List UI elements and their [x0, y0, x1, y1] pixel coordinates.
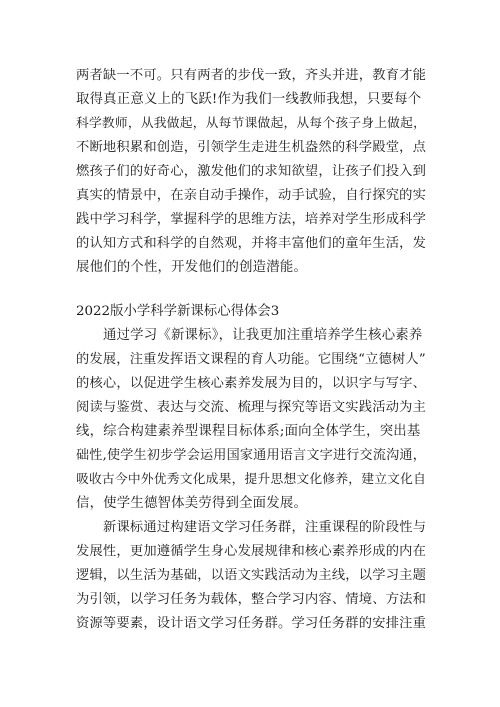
paragraph-line: 科学教师，从我做起，从每节课做起，从每个孩子身上做起， — [76, 116, 427, 131]
paragraph-line: 真实的情景中，在亲自动手操作，动手试验，自行探究的实 — [76, 188, 427, 203]
paragraph-line: 不断地积累和创造，引领学生走进生机盎然的科学殿堂，点 — [76, 140, 427, 155]
paragraph-line: 线，综合构建素养型课程目标体系;面向全体学生，突出基 — [76, 424, 421, 439]
paragraph-line: 的发展，注重发挥语文课程的育人功能。它围绕“立德树人” — [76, 352, 426, 367]
paragraph-line: 展他们的个性，开发他们的创造潜能。 — [76, 260, 308, 275]
paragraph-line: 资源等要素，设计语文学习任务群。学习任务群的安排注重 — [76, 616, 427, 631]
section-title: 2022版小学科学新课标心得体会3 — [76, 304, 280, 319]
paragraph-line: 的认知方式和科学的自然观，并将丰富他们的童年生活，发 — [76, 236, 427, 251]
paragraph-line: 信，使学生德智体美劳得到全面发展。 — [76, 496, 308, 511]
paragraph-line: 践中学习科学，掌握科学的思维方法，培养对学生形成科学 — [76, 212, 427, 227]
paragraph-line: 新课标通过构建语文学习任务群，注重课程的阶段性与 — [103, 520, 427, 535]
paragraph-line: 阅读与鉴赏、表达与交流、梳理与探究等语文实践活动为主 — [76, 400, 427, 415]
paragraph-line: 础性,使学生初步学会运用国家通用语言文字进行交流沟通， — [76, 448, 426, 463]
paragraph-line: 逻辑，以生活为基础，以语文实践活动为主线，以学习主题 — [76, 568, 427, 583]
paragraph-line: 燃孩子们的好奇心，激发他们的求知欲望，让孩子们投入到 — [76, 164, 427, 179]
paragraph-line: 吸收古今中外优秀文化成果，提升思想文化修养，建立文化自 — [76, 472, 427, 487]
paragraph-line: 通过学习《新课标》，让我更加注重培养学生核心素养 — [103, 328, 423, 343]
paragraph-line: 发展性，更加遵循学生身心发展规律和核心素养形成的内在 — [76, 544, 427, 559]
paragraph-line: 取得真正意义上的飞跃!作为我们一线教师我想，只要每个 — [76, 92, 422, 107]
paragraph-line: 两者缺一不可。只有两者的步伐一致，齐头并进，教育才能 — [76, 68, 427, 83]
paragraph-line: 的核心，以促进学生核心素养发展为目的，以识字与写字、 — [76, 376, 427, 391]
paragraph-line: 为引领，以学习任务为载体，整合学习内容、情境、方法和 — [76, 592, 427, 607]
